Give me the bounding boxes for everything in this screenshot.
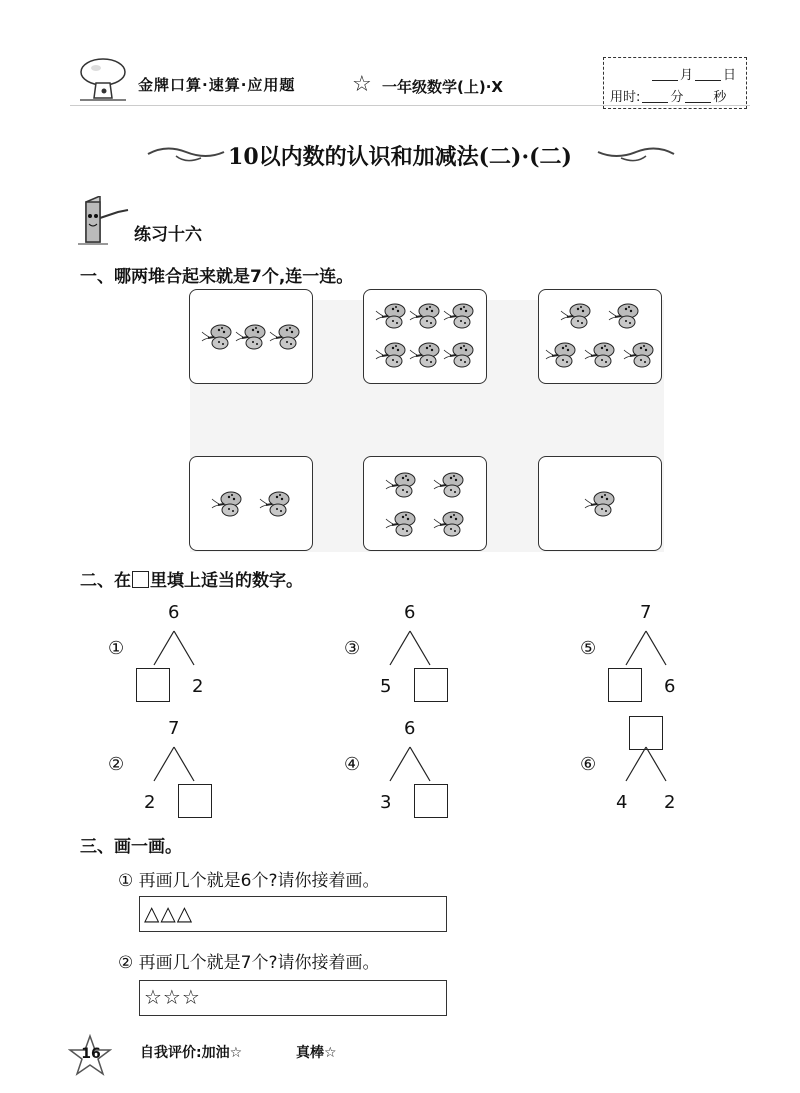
bond-right-number: 6 bbox=[664, 676, 676, 697]
triangle-shapes: △△△ bbox=[144, 901, 194, 925]
bond-top-number: 6 bbox=[168, 602, 180, 623]
bond-top-number: 7 bbox=[168, 718, 180, 739]
draw-box-stars[interactable] bbox=[139, 980, 447, 1016]
bond-branch-lines bbox=[152, 746, 196, 782]
bond-marker: ① bbox=[108, 638, 125, 659]
bond-branch-lines bbox=[624, 630, 668, 666]
bond-right-box[interactable] bbox=[178, 784, 212, 818]
butterfly-card-top-3[interactable] bbox=[538, 289, 662, 384]
butterfly-icon bbox=[583, 491, 617, 517]
butterfly-icon bbox=[200, 324, 234, 350]
bond-left-number: 3 bbox=[380, 792, 392, 813]
butterfly-icon bbox=[607, 303, 641, 329]
bond-marker: ③ bbox=[344, 638, 361, 659]
star-shapes: ☆☆☆ bbox=[144, 985, 201, 1009]
butterfly-icon bbox=[442, 303, 476, 329]
bond-left-number: 5 bbox=[380, 676, 392, 697]
butterfly-icon bbox=[408, 342, 442, 368]
bond-branch-lines bbox=[152, 630, 196, 666]
butterfly-card-top-1[interactable] bbox=[189, 289, 313, 384]
butterfly-icon bbox=[234, 324, 268, 350]
butterfly-icon bbox=[583, 342, 617, 368]
header-divider bbox=[70, 105, 750, 106]
bond-branch-lines bbox=[624, 746, 668, 782]
bond-right-box[interactable] bbox=[414, 784, 448, 818]
pencil-mascot-icon bbox=[78, 196, 136, 246]
bond-marker: ④ bbox=[344, 754, 361, 775]
butterfly-icon bbox=[268, 324, 302, 350]
bond-top-box[interactable] bbox=[629, 716, 663, 750]
mushroom-logo-icon bbox=[78, 56, 128, 102]
butterfly-icon bbox=[432, 472, 466, 498]
page-number: 16 bbox=[81, 1046, 101, 1062]
question-2-prompt: 二、在 里填上适当的数字。 bbox=[80, 571, 303, 591]
butterfly-icon bbox=[374, 342, 408, 368]
bond-left-box[interactable] bbox=[136, 668, 170, 702]
butterfly-icon bbox=[384, 472, 418, 498]
butterfly-card-top-2[interactable] bbox=[363, 289, 487, 384]
right-ornament-icon bbox=[596, 142, 676, 166]
bond-marker: ⑥ bbox=[580, 754, 597, 775]
date-time-box: 月 日 用时: 分 秒 bbox=[603, 57, 747, 109]
book-title: 一年级数学(上)·X bbox=[382, 78, 503, 96]
butterfly-icon bbox=[559, 303, 593, 329]
draw-task-2: ② 再画几个就是7个?请你接着画。 bbox=[118, 953, 380, 973]
bond-marker: ⑤ bbox=[580, 638, 597, 659]
butterfly-icon bbox=[408, 303, 442, 329]
butterfly-icon bbox=[210, 491, 244, 517]
bond-right-number: 2 bbox=[664, 792, 676, 813]
question-1-prompt: 一、哪两堆合起来就是7个,连一连。 bbox=[80, 267, 354, 287]
bond-left-number: 4 bbox=[616, 792, 628, 813]
butterfly-card-bottom-2[interactable] bbox=[363, 456, 487, 551]
bond-top-number: 6 bbox=[404, 718, 416, 739]
star-separator-icon: ☆ bbox=[352, 72, 372, 97]
series-title: 金牌口算·速算·应用题 bbox=[138, 76, 296, 94]
butterfly-icon bbox=[442, 342, 476, 368]
butterfly-icon bbox=[384, 511, 418, 537]
butterfly-icon bbox=[432, 511, 466, 537]
bond-top-number: 7 bbox=[640, 602, 652, 623]
page-title: 10以内数的认识和加减法(二)·(二) bbox=[228, 144, 572, 170]
self-evaluation-good: 真棒☆ bbox=[296, 1045, 337, 1061]
butterfly-card-bottom-1[interactable] bbox=[189, 456, 313, 551]
bond-branch-lines bbox=[388, 630, 432, 666]
draw-box-triangles[interactable] bbox=[139, 896, 447, 932]
butterfly-card-bottom-3[interactable] bbox=[538, 456, 662, 551]
bond-top-number: 6 bbox=[404, 602, 416, 623]
exercise-title: 练习十六 bbox=[134, 225, 202, 245]
draw-task-1: ① 再画几个就是6个?请你接着画。 bbox=[118, 871, 380, 891]
bond-right-number: 2 bbox=[192, 676, 204, 697]
bond-right-box[interactable] bbox=[414, 668, 448, 702]
bond-left-number: 2 bbox=[144, 792, 156, 813]
butterfly-icon bbox=[622, 342, 656, 368]
bond-branch-lines bbox=[388, 746, 432, 782]
butterfly-icon bbox=[258, 491, 292, 517]
question-3-prompt: 三、画一画。 bbox=[80, 837, 182, 857]
bond-left-box[interactable] bbox=[608, 668, 642, 702]
butterfly-icon bbox=[374, 303, 408, 329]
self-evaluation-label: 自我评价:加油☆ bbox=[140, 1045, 243, 1061]
bond-marker: ② bbox=[108, 754, 125, 775]
butterfly-icon bbox=[544, 342, 578, 368]
